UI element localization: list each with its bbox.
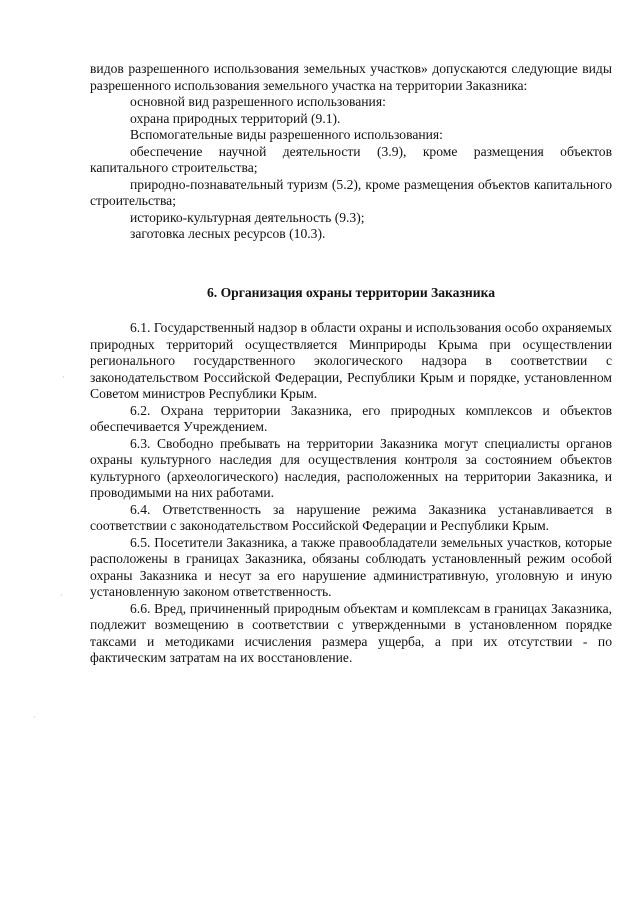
paragraph-6-6: 6.6. Вред, причиненный природным объектам и комплексам в границах Заказника, подлежит возмещению в соответствии с утвержденными в установленном порядке таксами и методиками исчисления размера ущерба, а при их отсутствии - по фактическим затратам на их восстановление.	[90, 600, 612, 665]
section-title: 6. Организация охраны территории Заказника	[206, 285, 496, 300]
section-body	[90, 320, 612, 667]
scan-speck: ·	[33, 712, 36, 722]
auxiliary-use-item: историко-культурная деятельность (9.3);	[130, 209, 365, 225]
paragraph-6-4: 6.4. Ответственность за нарушение режима Заказника устанавливается в соответствии с законодательством Российской Федерации и Республики Крым.	[90, 501, 612, 533]
main-use-item: охрана природных территорий (9.1).	[130, 110, 341, 126]
main-use-heading: основной вид разрешенного использования:	[130, 94, 386, 109]
auxiliary-use-item: заготовка лесных ресурсов (10.3).	[130, 226, 326, 241]
auxiliary-use-heading: Вспомогательные виды разрешенного использования:	[130, 127, 443, 142]
auxiliary-use-item: природно-познавательный туризм (5.2), кроме размещения объектов капитального строительства;	[90, 176, 612, 208]
scan-speck: ·	[62, 372, 65, 382]
paragraph-6-5: 6.5. Посетители Заказника, а также правообладатели земельных участков, которые расположены в границах Заказника, обязаны соблюдать установленный режим особой охраны Заказника и несут за его нарушение административную, уголовную и иную установленную законом ответственность.	[90, 534, 612, 599]
paragraph-6-1: 6.1. Государственный надзор в области охраны и использования особо охраняемых природных территорий осуществляется Минприроды Крыма при осуществлении регионального государственного экологического надзора в соответствии с законодательством Российской Федерации, Республики Крым и порядке, установленном Советом министров Республики Крым.	[90, 320, 612, 401]
paragraph-6-2: 6.2. Охрана территории Заказника, его природных комплексов и объектов обеспечивается Учреждением.	[90, 402, 612, 434]
auxiliary-use-item: обеспечение научной деятельности (3.9), кроме размещения объектов капитального строительства;	[90, 143, 612, 175]
intro-paragraph: видов разрешенного использования земельных участков» допускаются следующие виды разрешенного использования земельного участка на территории Заказника:	[90, 61, 612, 93]
land-use-section	[90, 61, 612, 243]
scan-speck: ·	[60, 590, 63, 600]
paragraph-6-3: 6.3. Свободно пребывать на территории Заказника могут специалисты органов охраны культурного наследия для осуществления контроля за состоянием объектов культурного (археологического) наследия, расположенных на территории Заказника, и проводимыми на них работами.	[90, 435, 612, 500]
